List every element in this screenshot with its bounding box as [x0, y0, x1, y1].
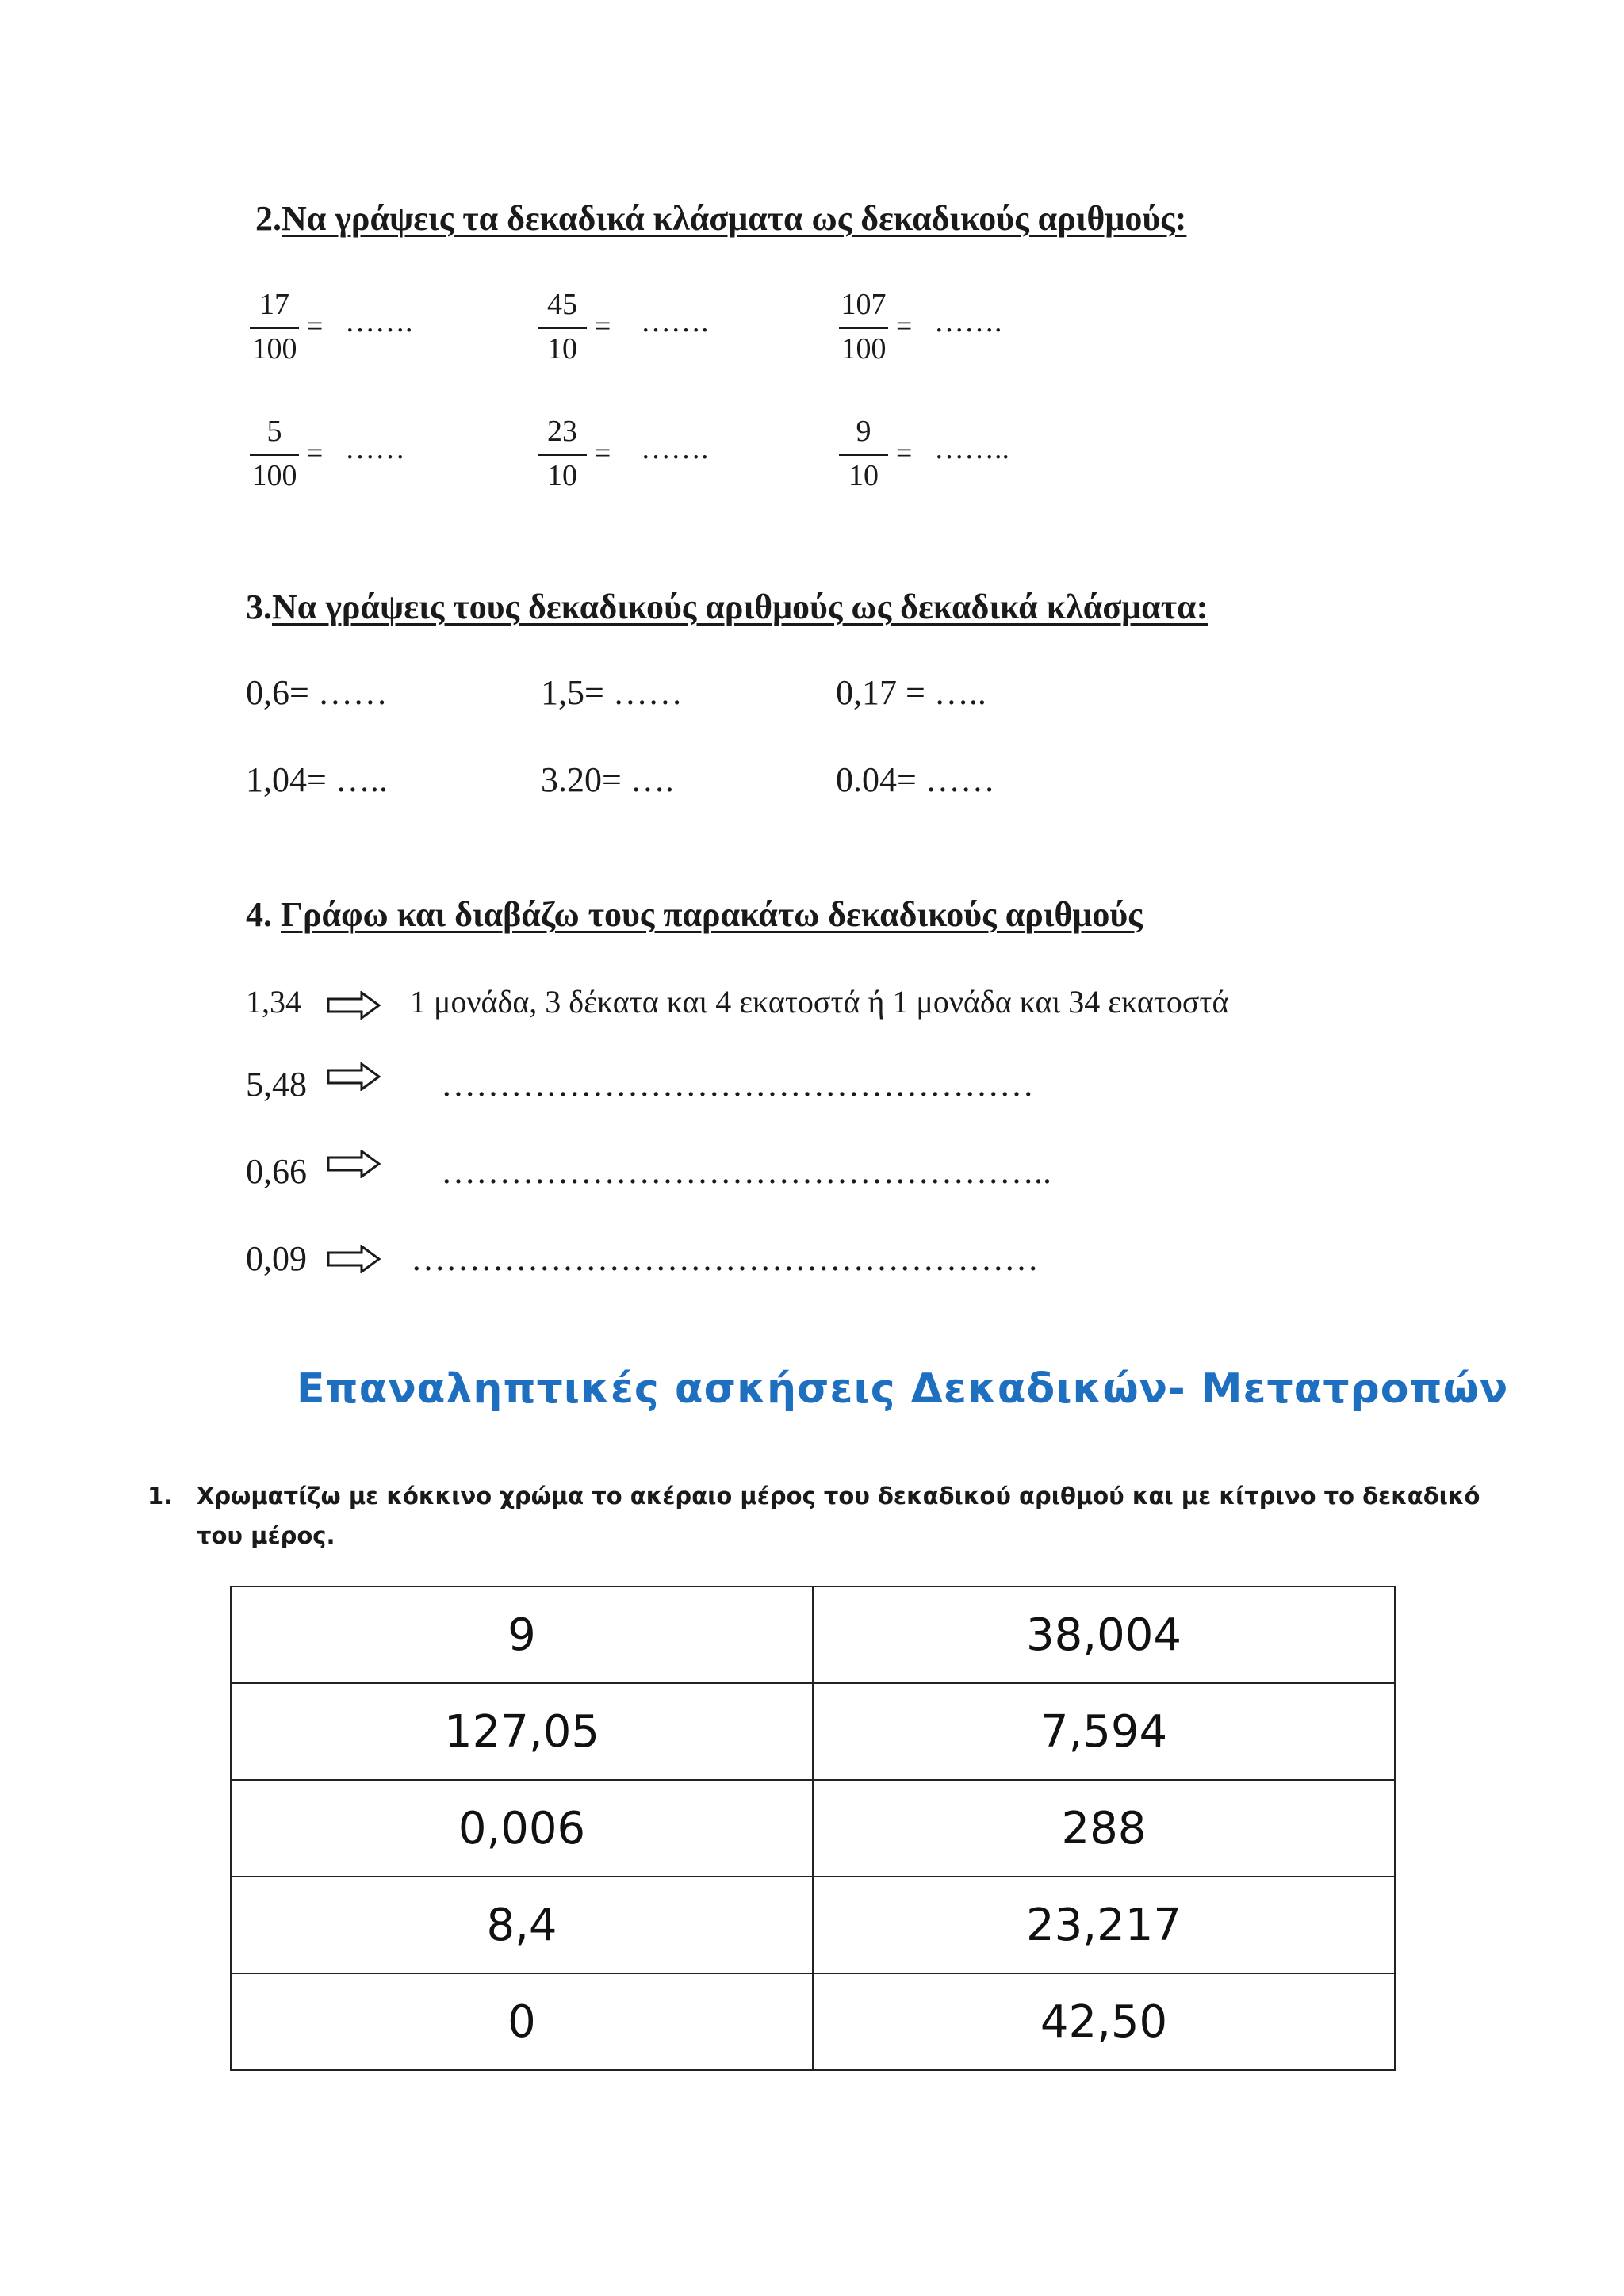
decimal-number: 5,48 — [246, 1065, 307, 1104]
section-3-title: Να γράψεις τους δεκαδικούς αριθμούς ως δεκαδικά κλάσματα: — [272, 587, 1208, 626]
decimal-item[interactable]: 1,5= …… — [541, 673, 683, 712]
hollow-right-arrow-icon — [327, 1062, 381, 1091]
exercise-1-instruction-line-1: Χρωματίζω με κόκκινο χρώμα το ακέραιο μέρος του δεκαδικού αριθμού και με κίτρινο το δεκαδικό — [197, 1483, 1480, 1510]
decimal-numbers-table — [230, 1586, 1396, 2071]
fraction-denominator: 100 — [251, 459, 297, 492]
answer-blank[interactable]: ……. — [641, 305, 709, 339]
answer-line[interactable]: ……………………………………………… — [411, 1239, 1039, 1278]
decimal-item[interactable]: 3.20= …. — [541, 760, 674, 799]
answer-blank[interactable]: ……. — [641, 432, 709, 465]
decimal-item[interactable]: 0,6= …… — [246, 673, 388, 712]
equals-sign: = — [307, 310, 324, 342]
section-2-number: 2. — [255, 199, 282, 238]
answer-blank[interactable]: …….. — [934, 432, 1009, 465]
section-3-heading — [246, 587, 1208, 627]
answer-blank[interactable]: …… — [345, 432, 405, 465]
table-row — [231, 1683, 1395, 1780]
table-row — [231, 1780, 1395, 1877]
table-cell[interactable]: 7,594 — [813, 1683, 1395, 1780]
fraction-denominator: 100 — [251, 332, 297, 365]
fraction-bar — [839, 454, 888, 456]
section-4-number: 4. — [246, 895, 272, 934]
fraction-bar — [538, 454, 587, 456]
table-cell[interactable]: 288 — [813, 1780, 1395, 1877]
fraction-bar — [839, 327, 888, 329]
decimal-item[interactable]: 1,04= ….. — [246, 760, 388, 799]
table-cell[interactable]: 0,006 — [231, 1780, 813, 1877]
equals-sign: = — [896, 310, 913, 342]
fraction-denominator: 10 — [848, 459, 879, 492]
review-title: Επαναληπτικές ασκήσεις Δεκαδικών- Μετατροπών — [297, 1365, 1509, 1413]
table-row — [231, 1973, 1395, 2070]
equals-sign: = — [896, 437, 913, 469]
fraction-numerator: 23 — [547, 415, 577, 448]
table-cell[interactable]: 23,217 — [813, 1877, 1395, 1973]
fraction-denominator: 10 — [547, 332, 577, 365]
table-row — [231, 1586, 1395, 1683]
fraction-denominator: 10 — [547, 459, 577, 492]
section-4-heading — [246, 894, 1143, 935]
table-cell[interactable]: 9 — [231, 1586, 813, 1683]
table-row — [231, 1877, 1395, 1973]
answer-line[interactable]: …………………………………………… — [441, 1065, 1034, 1104]
hollow-right-arrow-icon — [327, 1150, 381, 1178]
equals-sign: = — [307, 437, 324, 469]
fraction-bar — [250, 327, 299, 329]
hollow-right-arrow-icon — [327, 991, 381, 1020]
example-number: 1,34 — [246, 984, 301, 1020]
decimal-item[interactable]: 0.04= …… — [836, 760, 995, 799]
equals-sign: = — [595, 310, 611, 342]
fraction-numerator: 17 — [259, 288, 289, 321]
fraction-numerator: 45 — [547, 288, 577, 321]
table-cell[interactable]: 42,50 — [813, 1973, 1395, 2070]
answer-line[interactable]: …………………………………………….. — [441, 1152, 1051, 1191]
decimal-item[interactable]: 0,17 = ….. — [836, 673, 986, 712]
exercise-1-number: 1. — [147, 1483, 173, 1510]
fraction-denominator: 100 — [841, 332, 887, 365]
hollow-right-arrow-icon — [327, 1245, 381, 1273]
example-reading: 1 μονάδα, 3 δέκατα και 4 εκατοστά ή 1 μονάδα και 34 εκατοστά — [410, 984, 1229, 1020]
fraction-numerator: 107 — [841, 288, 887, 321]
fraction-numerator: 5 — [266, 415, 282, 448]
answer-blank[interactable]: ……. — [345, 305, 413, 339]
section-4-title: Γράφω και διαβάζω τους παρακάτω δεκαδικούς αριθμούς — [281, 895, 1143, 934]
table-cell[interactable]: 8,4 — [231, 1877, 813, 1973]
section-3-number: 3. — [246, 587, 272, 626]
fraction-bar — [538, 327, 587, 329]
decimal-number: 0,09 — [246, 1239, 307, 1278]
answer-blank[interactable]: ……. — [934, 305, 1002, 339]
section-2-heading — [255, 198, 1186, 239]
exercise-1-instruction-line-2: του μέρος. — [197, 1522, 335, 1549]
table-cell[interactable]: 38,004 — [813, 1586, 1395, 1683]
table-cell[interactable]: 0 — [231, 1973, 813, 2070]
fraction-bar — [250, 454, 299, 456]
fraction-numerator: 9 — [856, 415, 871, 448]
decimal-number: 0,66 — [246, 1152, 307, 1191]
table-cell[interactable]: 127,05 — [231, 1683, 813, 1780]
section-2-title: Να γράψεις τα δεκαδικά κλάσματα ως δεκαδικούς αριθμούς: — [282, 199, 1187, 238]
equals-sign: = — [595, 437, 611, 469]
